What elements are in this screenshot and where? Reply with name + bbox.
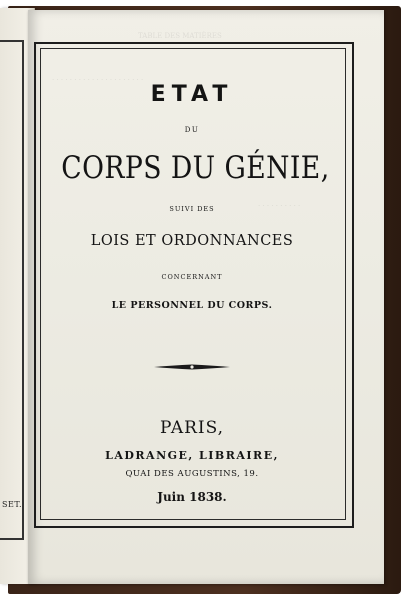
subtitle-concernant: CONCERNANT xyxy=(161,273,223,281)
left-page-bottom-rule xyxy=(0,538,24,540)
show-through-text: . . . . . . . . . . . . . . . . . . . . . xyxy=(52,74,144,82)
imprint-address: QUAI DES AUGUSTINS, 19. xyxy=(125,469,259,479)
subtitle-suivi-des: SUIVI DES xyxy=(169,205,215,213)
subtitle-personnel: LE PERSONNEL DU CORPS. xyxy=(111,300,273,311)
imprint-city: PARIS, xyxy=(159,418,225,438)
imprint-date: Juin 1838. xyxy=(157,490,227,504)
ornament-rule-icon xyxy=(152,362,232,372)
imprint-publisher: LADRANGE, LIBRAIRE, xyxy=(105,449,279,462)
title-etat: ETAT xyxy=(150,82,234,107)
left-page-border-rule xyxy=(22,40,24,540)
show-through-text: TABLE DES MATIÈRES xyxy=(138,32,222,40)
subtitle-lois: LOIS ET ORDONNANCES xyxy=(90,233,294,249)
main-title: CORPS DU GÉNIE, xyxy=(61,150,330,186)
show-through-text: . . . . . . . . . . xyxy=(258,200,301,208)
left-page-top-rule xyxy=(0,40,24,42)
left-page-text-fragment: SET. xyxy=(2,500,23,509)
title-du: DU xyxy=(184,126,200,134)
